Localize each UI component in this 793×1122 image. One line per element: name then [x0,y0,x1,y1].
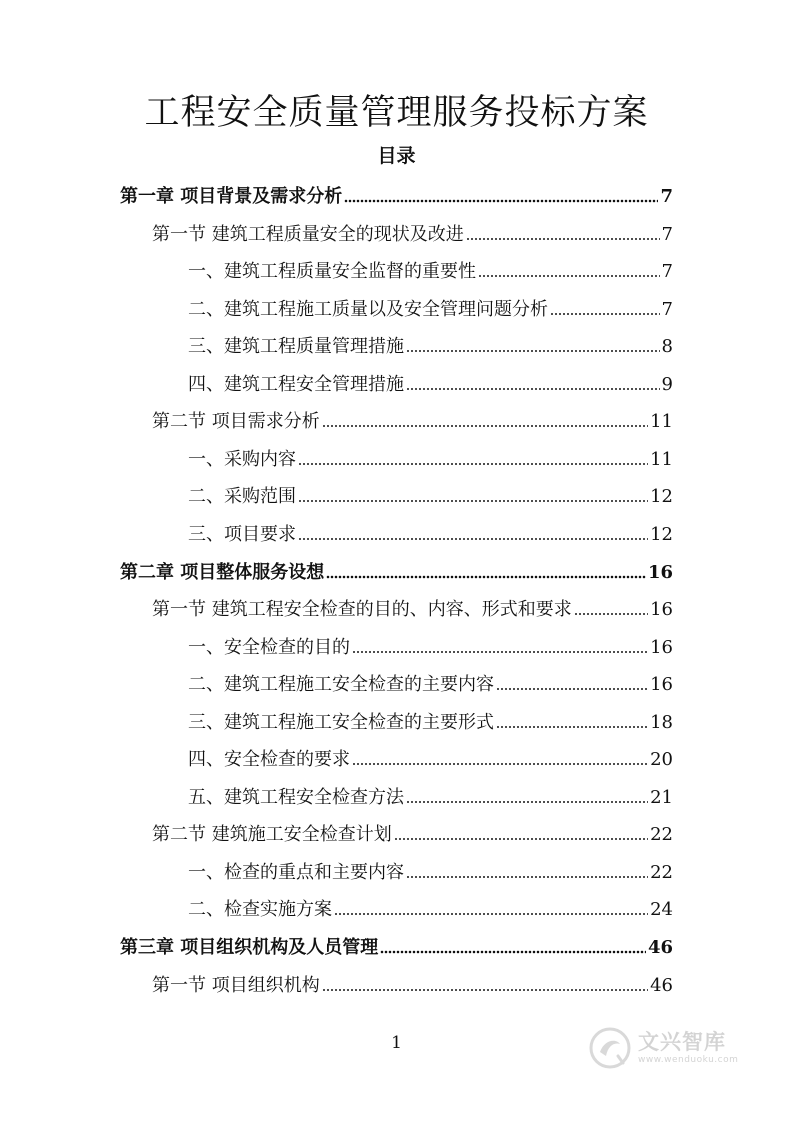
toc-entry-label: 四、建筑工程安全管理措施 [188,373,404,395]
toc-entry[interactable] [188,892,673,922]
toc-entry-page: 12 [650,486,673,508]
toc-leader-dots [496,686,648,692]
toc-entry-page: 24 [650,899,673,921]
toc-entry-label: 二、建筑工程施工质量以及安全管理问题分析 [188,298,548,320]
toc-entry-page: 22 [650,861,673,883]
toc-leader-dots [322,987,648,993]
toc-entry-label: 第一章 项目背景及需求分析 [120,186,343,207]
toc-entry[interactable] [188,367,673,397]
toc-entry-page: 11 [650,411,673,433]
toc-leader-dots [352,649,648,655]
toc-leader-dots [406,386,660,392]
watermark-name: 文兴智库 [638,1030,726,1054]
toc-entry-page: 21 [650,786,673,808]
toc-leader-dots [298,461,648,467]
toc-leader-dots [466,236,660,242]
toc-entry[interactable] [188,705,673,735]
toc-leader-dots [334,911,648,917]
toc-entry-label: 第一节 建筑工程安全检查的目的、内容、形式和要求 [152,599,572,621]
watermark [588,1020,758,1076]
toc-leader-dots [326,574,646,580]
toc-leader-dots [298,498,648,504]
toc-entry[interactable] [188,479,673,509]
toc-entry-label: 第一节 项目组织机构 [152,974,320,996]
toc-entry-label: 二、检查实施方案 [188,899,332,921]
toc-entry[interactable] [188,329,673,359]
toc-entry-page: 11 [650,448,673,470]
toc-heading: 目录 [377,145,416,167]
toc-entry-page: 7 [661,298,673,320]
toc-entry-label: 三、项目要求 [188,523,296,545]
toc-entry[interactable] [188,630,673,660]
toc-entry-page: 16 [647,561,673,583]
toc-entry-page: 46 [647,937,673,958]
toc-entry[interactable] [188,855,673,885]
toc-entry-label: 第一节 建筑工程质量安全的现状及改进 [152,223,464,245]
toc-leader-dots [478,273,660,279]
toc-entry[interactable] [188,292,673,322]
toc-leader-dots [298,536,648,542]
toc-entry-page: 20 [650,749,673,771]
watermark-logo-icon [588,1026,632,1070]
toc-entry-label: 第二章 项目整体服务设想 [120,561,325,583]
toc-entry-page: 16 [650,674,673,696]
toc-entry-label: 四、安全检查的要求 [188,749,350,771]
toc-entry[interactable] [152,968,673,998]
toc-entry-page: 46 [650,974,673,996]
toc-entry-page: 8 [661,336,673,358]
toc-entry[interactable] [152,404,673,434]
toc-leader-dots [574,611,648,617]
toc-entry[interactable] [188,254,673,284]
toc-leader-dots [406,348,660,354]
toc-leader-dots [352,761,648,767]
toc-entry-label: 第二节 建筑施工安全检查计划 [152,824,392,846]
toc-entry[interactable] [188,742,673,772]
watermark-url: www.wenduoku.com [638,1055,739,1065]
toc-entry-label: 三、建筑工程施工安全检查的主要形式 [188,711,494,733]
toc-entry-page: 16 [650,599,673,621]
toc-entry-label: 第三章 项目组织机构及人员管理 [120,937,379,958]
toc-leader-dots [394,836,648,842]
toc-entry[interactable] [120,179,673,209]
toc-entry-label: 三、建筑工程质量管理措施 [188,336,404,358]
toc-leader-dots [406,799,648,805]
toc-entry-label: 五、建筑工程安全检查方法 [188,786,404,808]
toc-entry[interactable] [120,555,673,585]
toc-leader-dots [550,311,660,317]
toc-entry[interactable] [188,517,673,547]
toc-leader-dots [406,874,648,880]
toc-entry[interactable] [152,217,673,247]
toc-entry-page: 7 [661,261,673,283]
toc-leader-dots [380,949,646,955]
toc-entry-label: 一、检查的重点和主要内容 [188,861,404,883]
toc-entry-page: 7 [661,223,673,245]
toc-entry[interactable] [188,442,673,472]
document-title: 工程安全质量管理服务投标方案 [144,93,649,133]
toc-entry[interactable] [152,592,673,622]
toc-entry-label: 二、采购范围 [188,486,296,508]
toc-entry-label: 第二节 项目需求分析 [152,411,320,433]
toc-entry[interactable] [188,667,673,697]
toc-entry-label: 一、建筑工程质量安全监督的重要性 [188,261,476,283]
toc-entry[interactable] [120,930,673,960]
toc-entry[interactable] [188,780,673,810]
toc-entry-page: 22 [650,824,673,846]
page-number: 1 [391,1033,402,1053]
toc-entry-page: 12 [650,523,673,545]
toc-leader-dots [322,423,648,429]
toc-entry-page: 16 [650,636,673,658]
toc-entry-page: 9 [661,373,673,395]
toc-entry-label: 一、采购内容 [188,448,296,470]
toc-entry-page: 7 [660,186,673,207]
toc-entry-label: 一、安全检查的目的 [188,636,350,658]
toc-leader-dots [496,724,648,730]
watermark-text [638,1030,738,1066]
toc-entry-label: 二、建筑工程施工安全检查的主要内容 [188,674,494,696]
toc-entry[interactable] [152,817,673,847]
toc-entry-page: 18 [650,711,673,733]
toc-leader-dots [344,198,658,204]
